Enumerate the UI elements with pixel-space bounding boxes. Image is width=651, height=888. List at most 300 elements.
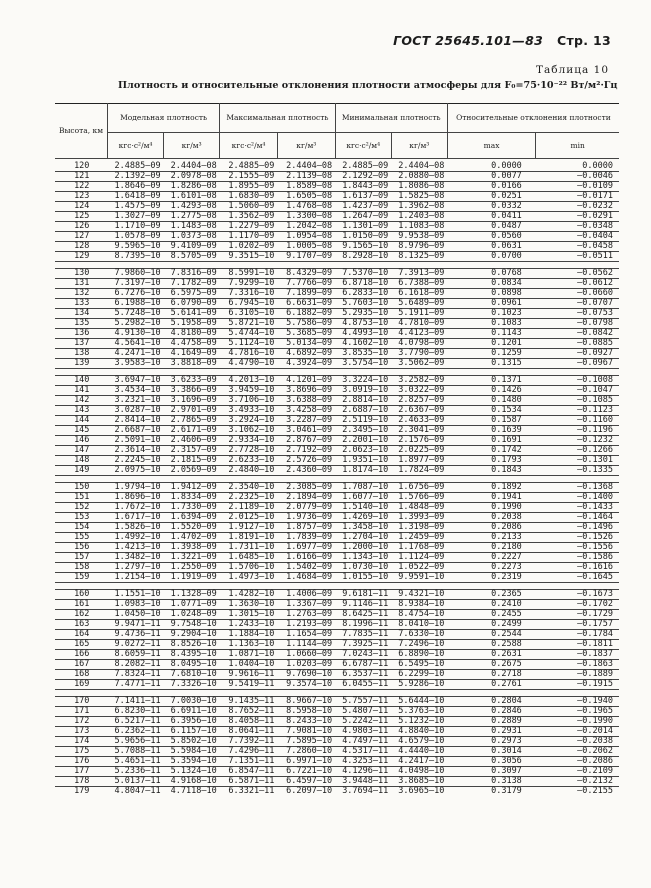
value-cell: 1.1124—09 bbox=[391, 553, 447, 563]
value-cell: 0.1990 bbox=[447, 503, 535, 513]
height-cell: 158 bbox=[55, 563, 108, 573]
value-cell: 9.9538—09 bbox=[391, 232, 447, 242]
value-cell: 1.0202—09 bbox=[220, 242, 278, 252]
value-cell: 6.3105—10 bbox=[220, 309, 278, 319]
value-cell: 5.9286—10 bbox=[391, 680, 447, 690]
value-cell: 2.4885—09 bbox=[220, 159, 278, 172]
height-cell: 141 bbox=[55, 386, 108, 396]
table-row bbox=[55, 329, 619, 339]
value-cell: 2.7728—10 bbox=[220, 446, 278, 456]
table-row bbox=[55, 319, 619, 329]
value-cell: 6.1988—10 bbox=[108, 299, 164, 309]
table-row bbox=[55, 707, 619, 717]
table-row bbox=[55, 777, 619, 787]
value-cell: 1.5520—09 bbox=[164, 523, 220, 533]
table-label: Таблица 10 bbox=[536, 64, 609, 76]
value-cell: 3.9459—10 bbox=[220, 386, 278, 396]
value-cell: 2.4404—08 bbox=[391, 159, 447, 172]
value-cell: 1.0871—10 bbox=[220, 650, 278, 660]
value-cell: —0.0798 bbox=[536, 319, 619, 329]
value-cell: 7.3925—11 bbox=[335, 640, 391, 650]
value-cell: 5.2242—11 bbox=[335, 717, 391, 727]
value-cell: 0.1742 bbox=[447, 446, 535, 456]
value-cell: 7.2860—10 bbox=[277, 747, 335, 757]
value-cell: 1.4006—09 bbox=[277, 590, 335, 600]
value-cell: —0.1729 bbox=[536, 610, 619, 620]
value-cell: 7.9081—10 bbox=[277, 727, 335, 737]
value-cell: 5.2982—10 bbox=[108, 319, 164, 329]
value-cell: 2.1815—09 bbox=[164, 456, 220, 466]
value-cell: 1.4848—09 bbox=[391, 503, 447, 513]
value-cell: 8.7652—11 bbox=[220, 707, 278, 717]
value-cell: —0.2014 bbox=[536, 727, 619, 737]
value-cell: 2.4404—08 bbox=[277, 159, 335, 172]
value-cell: 1.3458—10 bbox=[335, 523, 391, 533]
height-cell: 163 bbox=[55, 620, 108, 630]
value-cell: —0.1616 bbox=[536, 563, 619, 573]
value-cell: 9.9616—11 bbox=[220, 670, 278, 680]
value-cell: 1.0522—09 bbox=[391, 563, 447, 573]
value-cell: 6.6631—09 bbox=[277, 299, 335, 309]
value-cell: 3.4258—09 bbox=[277, 406, 335, 416]
value-cell: 5.3685—09 bbox=[277, 329, 335, 339]
value-cell: 2.3157—09 bbox=[164, 446, 220, 456]
value-cell: —0.0458 bbox=[536, 242, 619, 252]
value-cell: 2.4885—09 bbox=[108, 159, 164, 172]
value-cell: —0.1965 bbox=[536, 707, 619, 717]
value-cell: 4.8047—11 bbox=[108, 787, 164, 797]
unit-header: кгс·с²/м⁴ bbox=[220, 133, 278, 159]
value-cell: 8.6425—11 bbox=[335, 610, 391, 620]
value-cell: 1.6166—09 bbox=[277, 553, 335, 563]
height-cell: 164 bbox=[55, 630, 108, 640]
value-cell: 1.0248—09 bbox=[164, 610, 220, 620]
value-cell: 2.1894—09 bbox=[277, 493, 335, 503]
value-cell: 1.5766—09 bbox=[391, 493, 447, 503]
value-cell: 6.9971—10 bbox=[277, 757, 335, 767]
value-cell: 6.5975—09 bbox=[164, 289, 220, 299]
table-row bbox=[55, 386, 619, 396]
table-row bbox=[55, 406, 619, 416]
value-cell: 0.1023 bbox=[447, 309, 535, 319]
table-row bbox=[55, 252, 619, 262]
value-cell: 1.2763—09 bbox=[277, 610, 335, 620]
value-cell: 2.8767—09 bbox=[277, 436, 335, 446]
value-cell: 6.8230—11 bbox=[108, 707, 164, 717]
value-cell: 2.5091—10 bbox=[108, 436, 164, 446]
value-cell: 5.2336—11 bbox=[108, 767, 164, 777]
value-cell: 9.2904—10 bbox=[164, 630, 220, 640]
model-density-header: Модельная плотность bbox=[108, 104, 220, 133]
height-cell: 133 bbox=[55, 299, 108, 309]
value-cell: 8.7395—10 bbox=[108, 252, 164, 262]
value-cell: 1.5402—09 bbox=[277, 563, 335, 573]
value-cell: 0.0898 bbox=[447, 289, 535, 299]
value-cell: 1.3027—09 bbox=[108, 212, 164, 222]
value-cell: 1.3962—08 bbox=[391, 202, 447, 212]
value-cell: 7.0243—11 bbox=[335, 650, 391, 660]
value-cell: 2.5119—10 bbox=[335, 416, 391, 426]
value-cell: 1.4213—10 bbox=[108, 543, 164, 553]
value-cell: 5.1324—10 bbox=[164, 767, 220, 777]
value-cell: 1.4237—09 bbox=[335, 202, 391, 212]
height-cell: 152 bbox=[55, 503, 108, 513]
standard-number: ГОСТ 25645.101—83 bbox=[393, 33, 544, 48]
value-cell: 8.0410—10 bbox=[391, 620, 447, 630]
value-cell: 2.6171—09 bbox=[164, 426, 220, 436]
page-header bbox=[393, 33, 611, 48]
value-cell: —0.0404 bbox=[536, 232, 619, 242]
table-row bbox=[55, 620, 619, 630]
value-cell: 8.2082—11 bbox=[108, 660, 164, 670]
value-cell: 1.1343—10 bbox=[335, 553, 391, 563]
table-row bbox=[55, 359, 619, 369]
value-cell: —0.1645 bbox=[536, 573, 619, 583]
value-cell: 6.1882—09 bbox=[277, 309, 335, 319]
table-row bbox=[55, 172, 619, 182]
height-cell: 143 bbox=[55, 406, 108, 416]
unit-header: кгс·с²/м⁴ bbox=[108, 133, 164, 159]
height-cell: 131 bbox=[55, 279, 108, 289]
value-cell: 4.8180—09 bbox=[164, 329, 220, 339]
value-cell: 1.1363—10 bbox=[220, 640, 278, 650]
value-cell: —0.0046 bbox=[536, 172, 619, 182]
table-row bbox=[55, 349, 619, 359]
value-cell: —0.1232 bbox=[536, 436, 619, 446]
value-cell: 1.2459—09 bbox=[391, 533, 447, 543]
table-row bbox=[55, 737, 619, 747]
value-cell: 1.7672—10 bbox=[108, 503, 164, 513]
value-cell: 7.5895—10 bbox=[277, 737, 335, 747]
value-cell: 6.8890—10 bbox=[391, 650, 447, 660]
height-cell: 144 bbox=[55, 416, 108, 426]
value-cell: 4.4993—10 bbox=[335, 329, 391, 339]
value-cell: 2.1139—08 bbox=[277, 172, 335, 182]
table-row bbox=[55, 396, 619, 406]
value-cell: 4.4123—09 bbox=[391, 329, 447, 339]
height-cell: 139 bbox=[55, 359, 108, 369]
value-cell: 1.6505—08 bbox=[277, 192, 335, 202]
value-cell: 2.0623—10 bbox=[335, 446, 391, 456]
value-cell: 9.4321—10 bbox=[391, 590, 447, 600]
value-cell: —0.1301 bbox=[536, 456, 619, 466]
value-cell: 3.9583—10 bbox=[108, 359, 164, 369]
value-cell: 7.5370—10 bbox=[335, 269, 391, 279]
value-cell: 1.3221—09 bbox=[164, 553, 220, 563]
height-cell: 157 bbox=[55, 553, 108, 563]
value-cell: 3.1696—09 bbox=[164, 396, 220, 406]
height-cell: 121 bbox=[55, 172, 108, 182]
value-cell: 1.2154—10 bbox=[108, 573, 164, 583]
table-row bbox=[55, 466, 619, 476]
value-cell: 2.7865—09 bbox=[164, 416, 220, 426]
value-cell: 5.6141—09 bbox=[164, 309, 220, 319]
value-cell: 1.6717—10 bbox=[108, 513, 164, 523]
value-cell: 6.2299—10 bbox=[391, 670, 447, 680]
table-title: Плотность и относительные отклонения плотности атмосферы для F₀=75·10⁻²² Вт/м²·Гц bbox=[118, 80, 618, 91]
value-cell: 2.6687—10 bbox=[108, 426, 164, 436]
table-row bbox=[55, 456, 619, 466]
value-cell: —0.1008 bbox=[536, 376, 619, 386]
value-cell: 2.0880—08 bbox=[391, 172, 447, 182]
value-cell: 6.7221—10 bbox=[277, 767, 335, 777]
table-row bbox=[55, 513, 619, 523]
value-cell: 5.7557—11 bbox=[335, 697, 391, 707]
table-row bbox=[55, 232, 619, 242]
value-cell: 1.0660—09 bbox=[277, 650, 335, 660]
value-cell: 8.9796—09 bbox=[391, 242, 447, 252]
value-cell: 0.2180 bbox=[447, 543, 535, 553]
value-cell: 1.0450—10 bbox=[108, 610, 164, 620]
height-cell: 147 bbox=[55, 446, 108, 456]
table-row bbox=[55, 757, 619, 767]
value-cell: 0.2846 bbox=[447, 707, 535, 717]
value-cell: 2.4404—08 bbox=[164, 159, 220, 172]
value-cell: 4.5317—11 bbox=[335, 747, 391, 757]
table-row bbox=[55, 543, 619, 553]
value-cell: —0.1047 bbox=[536, 386, 619, 396]
table-row bbox=[55, 660, 619, 670]
value-cell: 6.2833—10 bbox=[335, 289, 391, 299]
value-cell: 2.3041—09 bbox=[391, 426, 447, 436]
value-cell: 3.2582—09 bbox=[391, 376, 447, 386]
table-row bbox=[55, 697, 619, 707]
height-cell: 160 bbox=[55, 590, 108, 600]
value-cell: 4.9803—11 bbox=[335, 727, 391, 737]
value-cell: 2.3495—10 bbox=[335, 426, 391, 436]
value-cell: 9.6181—11 bbox=[335, 590, 391, 600]
value-cell: 4.3253—11 bbox=[335, 757, 391, 767]
value-cell: 9.4736—11 bbox=[108, 630, 164, 640]
value-cell: 1.8955—09 bbox=[220, 182, 278, 192]
height-cell: 171 bbox=[55, 707, 108, 717]
value-cell: 5.3594—10 bbox=[164, 757, 220, 767]
value-cell: —0.0171 bbox=[536, 192, 619, 202]
value-cell: 1.1654—09 bbox=[277, 630, 335, 640]
height-cell: 134 bbox=[55, 309, 108, 319]
value-cell: —0.1433 bbox=[536, 503, 619, 513]
value-cell: 3.3866—09 bbox=[164, 386, 220, 396]
value-cell: 0.2804 bbox=[447, 697, 535, 707]
value-cell: 1.4282—10 bbox=[220, 590, 278, 600]
value-cell: 2.0978—08 bbox=[164, 172, 220, 182]
value-cell: 0.2273 bbox=[447, 563, 535, 573]
height-cell: 165 bbox=[55, 640, 108, 650]
table-row bbox=[55, 600, 619, 610]
value-cell: 0.0834 bbox=[447, 279, 535, 289]
value-cell: 0.1941 bbox=[447, 493, 535, 503]
value-cell: 1.8977—09 bbox=[391, 456, 447, 466]
table-row bbox=[55, 523, 619, 533]
table-row bbox=[55, 787, 619, 797]
value-cell: 1.0005—08 bbox=[277, 242, 335, 252]
value-cell: 7.3316—10 bbox=[220, 289, 278, 299]
value-cell: 9.9471—11 bbox=[108, 620, 164, 630]
value-cell: 7.8324—11 bbox=[108, 670, 164, 680]
value-cell: 5.0137—11 bbox=[108, 777, 164, 787]
value-cell: 1.2433—10 bbox=[220, 620, 278, 630]
value-cell: 1.3015—10 bbox=[220, 610, 278, 620]
density-table bbox=[55, 103, 619, 796]
height-cell: 129 bbox=[55, 252, 108, 262]
value-cell: —0.1556 bbox=[536, 543, 619, 553]
value-cell: 1.5825—08 bbox=[391, 192, 447, 202]
value-cell: 2.4360—09 bbox=[277, 466, 335, 476]
table-row bbox=[55, 339, 619, 349]
value-cell: —0.0348 bbox=[536, 222, 619, 232]
value-cell: 2.1392—09 bbox=[108, 172, 164, 182]
height-cell: 177 bbox=[55, 767, 108, 777]
value-cell: 1.3630—10 bbox=[220, 600, 278, 610]
table-row bbox=[55, 563, 619, 573]
value-cell: 3.4534—10 bbox=[108, 386, 164, 396]
value-cell: 0.1587 bbox=[447, 416, 535, 426]
value-cell: —0.0927 bbox=[536, 349, 619, 359]
value-cell: 9.3515—10 bbox=[220, 252, 278, 262]
value-cell: 3.6233—09 bbox=[164, 376, 220, 386]
value-cell: 3.6388—09 bbox=[277, 396, 335, 406]
value-cell: 7.7835—11 bbox=[335, 630, 391, 640]
value-cell: 1.4973—10 bbox=[220, 573, 278, 583]
value-cell: 1.0983—10 bbox=[108, 600, 164, 610]
value-cell: 3.6965—10 bbox=[391, 787, 447, 797]
value-cell: 0.1639 bbox=[447, 426, 535, 436]
value-cell: 8.9667—10 bbox=[277, 697, 335, 707]
value-cell: 7.8316—09 bbox=[164, 269, 220, 279]
value-cell: 1.8191—10 bbox=[220, 533, 278, 543]
value-cell: 9.1707—09 bbox=[277, 252, 335, 262]
value-cell: 8.0641—11 bbox=[220, 727, 278, 737]
value-cell: 1.9736—09 bbox=[277, 513, 335, 523]
value-cell: 1.3300—08 bbox=[277, 212, 335, 222]
value-cell: 1.5706—10 bbox=[220, 563, 278, 573]
value-cell: —0.1335 bbox=[536, 466, 619, 476]
value-cell: —0.1889 bbox=[536, 670, 619, 680]
value-cell: 8.8526—10 bbox=[164, 640, 220, 650]
value-cell: 1.8757—09 bbox=[277, 523, 335, 533]
value-cell: 1.8174—10 bbox=[335, 466, 391, 476]
value-cell: —0.0291 bbox=[536, 212, 619, 222]
value-cell: 4.2471—10 bbox=[108, 349, 164, 359]
height-cell: 136 bbox=[55, 329, 108, 339]
unit-header: кг/м³ bbox=[391, 133, 447, 159]
value-cell: 2.7192—09 bbox=[277, 446, 335, 456]
value-cell: —0.1085 bbox=[536, 396, 619, 406]
value-cell: 5.1958—09 bbox=[164, 319, 220, 329]
value-cell: 3.2287—09 bbox=[277, 416, 335, 426]
height-cell: 179 bbox=[55, 787, 108, 797]
page-number: Стр. 13 bbox=[557, 33, 611, 48]
value-cell: 8.4058—11 bbox=[220, 717, 278, 727]
table-row bbox=[55, 309, 619, 319]
height-cell: 176 bbox=[55, 757, 108, 767]
value-cell: 0.3179 bbox=[447, 787, 535, 797]
value-cell: 3.1062—10 bbox=[220, 426, 278, 436]
table-row bbox=[55, 767, 619, 777]
value-cell: 2.0975—10 bbox=[108, 466, 164, 476]
value-cell: 2.6887—10 bbox=[335, 406, 391, 416]
value-cell: 8.6059—11 bbox=[108, 650, 164, 660]
value-cell: 6.1618—09 bbox=[391, 289, 447, 299]
height-cell: 142 bbox=[55, 396, 108, 406]
height-cell: 172 bbox=[55, 717, 108, 727]
value-cell: —0.0562 bbox=[536, 269, 619, 279]
value-cell: 0.2931 bbox=[447, 727, 535, 737]
value-cell: 2.1292—09 bbox=[335, 172, 391, 182]
height-cell: 154 bbox=[55, 523, 108, 533]
value-cell: 1.1301—09 bbox=[335, 222, 391, 232]
value-cell: 0.2410 bbox=[447, 600, 535, 610]
value-cell: 1.4575—09 bbox=[108, 202, 164, 212]
height-cell: 137 bbox=[55, 339, 108, 349]
value-cell: —0.0753 bbox=[536, 309, 619, 319]
value-cell: 0.2631 bbox=[447, 650, 535, 660]
value-cell: 0.1315 bbox=[447, 359, 535, 369]
min-header: min bbox=[536, 133, 619, 159]
value-cell: 2.1189—10 bbox=[220, 503, 278, 513]
value-cell: —0.2038 bbox=[536, 737, 619, 747]
value-cell: 1.6077—10 bbox=[335, 493, 391, 503]
value-cell: 4.4790—10 bbox=[220, 359, 278, 369]
value-cell: 1.1083—08 bbox=[391, 222, 447, 232]
value-cell: 4.0798—09 bbox=[391, 339, 447, 349]
value-cell: 2.4885—09 bbox=[335, 159, 391, 172]
value-cell: 1.5060—09 bbox=[220, 202, 278, 212]
height-cell: 153 bbox=[55, 513, 108, 523]
value-cell: 3.0461—09 bbox=[277, 426, 335, 436]
value-cell: 4.8753—10 bbox=[335, 319, 391, 329]
value-cell: 2.8257—09 bbox=[391, 396, 447, 406]
value-cell: 1.1170—09 bbox=[220, 232, 278, 242]
value-cell: 7.3913—09 bbox=[391, 269, 447, 279]
table-row bbox=[55, 279, 619, 289]
value-cell: 9.7690—10 bbox=[277, 670, 335, 680]
value-cell: —0.0109 bbox=[536, 182, 619, 192]
table-row bbox=[55, 436, 619, 446]
value-cell: 6.3956—10 bbox=[164, 717, 220, 727]
value-cell: 1.2797—10 bbox=[108, 563, 164, 573]
value-cell: 1.7824—09 bbox=[391, 466, 447, 476]
table-row bbox=[55, 212, 619, 222]
value-cell: 6.5871—11 bbox=[220, 777, 278, 787]
value-cell: 0.3014 bbox=[447, 747, 535, 757]
height-cell: 125 bbox=[55, 212, 108, 222]
value-cell: 1.4768—08 bbox=[277, 202, 335, 212]
value-cell: 0.3056 bbox=[447, 757, 535, 767]
table-row bbox=[55, 202, 619, 212]
value-cell: 3.7694—11 bbox=[335, 787, 391, 797]
value-cell: 3.8696—09 bbox=[277, 386, 335, 396]
value-cell: 1.0730—10 bbox=[335, 563, 391, 573]
value-cell: 7.1351—11 bbox=[220, 757, 278, 767]
table-row bbox=[55, 416, 619, 426]
value-cell: 2.6233—10 bbox=[220, 456, 278, 466]
height-cell: 135 bbox=[55, 319, 108, 329]
value-cell: —0.1673 bbox=[536, 590, 619, 600]
value-cell: 5.3763—10 bbox=[391, 707, 447, 717]
value-cell: 5.4744—10 bbox=[220, 329, 278, 339]
value-cell: 5.4807—11 bbox=[335, 707, 391, 717]
value-cell: 8.2433—10 bbox=[277, 717, 335, 727]
value-cell: 2.0225—09 bbox=[391, 446, 447, 456]
table-row bbox=[55, 483, 619, 493]
value-cell: 5.2935—10 bbox=[335, 309, 391, 319]
value-cell: 5.7586—09 bbox=[277, 319, 335, 329]
value-cell: 0.1259 bbox=[447, 349, 535, 359]
value-cell: 3.8685—10 bbox=[391, 777, 447, 787]
value-cell: —0.1915 bbox=[536, 680, 619, 690]
value-cell: 0.2588 bbox=[447, 640, 535, 650]
